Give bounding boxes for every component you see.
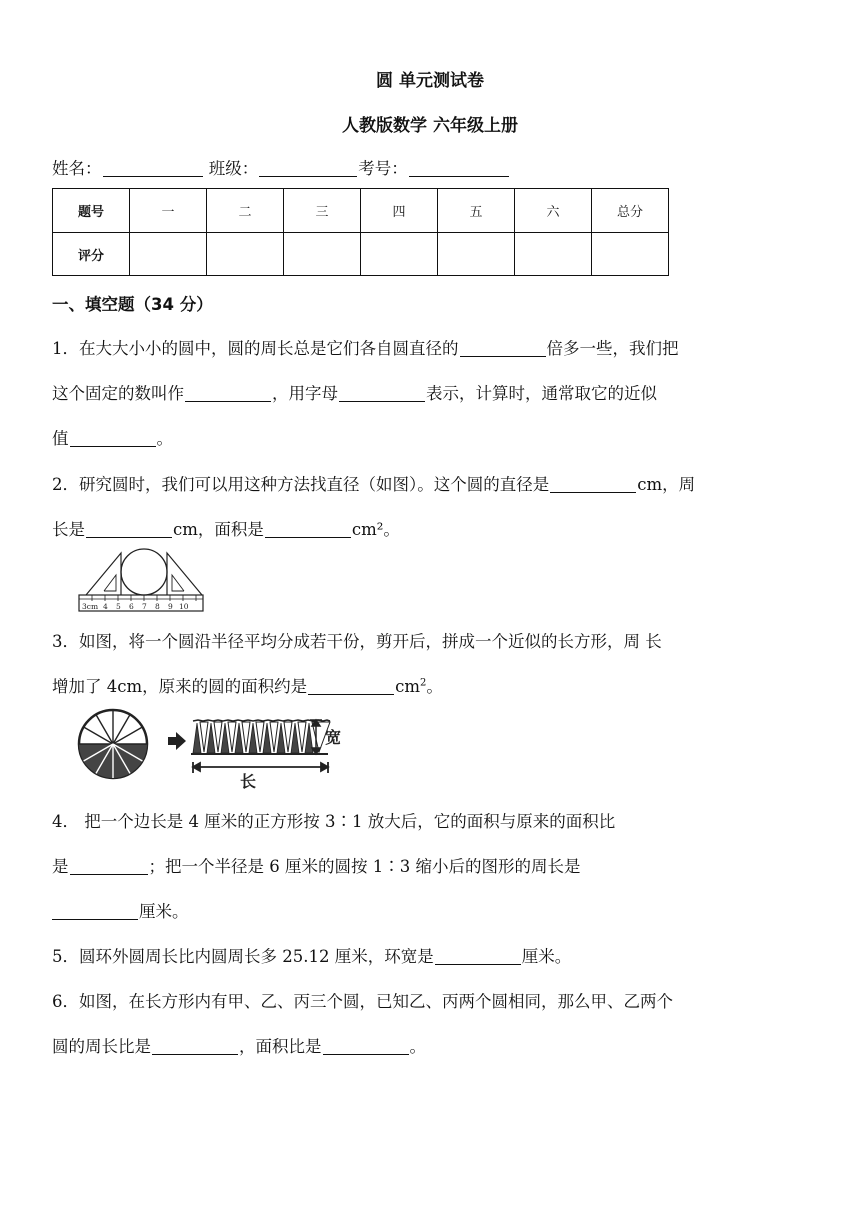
answer-blank[interactable] [70, 428, 156, 447]
page-subtitle: 人教版数学 六年级上册 [342, 116, 518, 136]
class-blank[interactable] [259, 158, 357, 177]
question-4-line-1: 4． 把一个边长是 4 厘米的正方形按 3∶1 放大后，它的面积与原来的面积比 [52, 812, 616, 831]
id-label: 考号： [358, 159, 408, 178]
question-1-line-2: 这个固定的数叫作 ，用字母 表示，计算时，通常取它的近似 [52, 384, 657, 403]
row-header-score: 评分 [53, 233, 130, 276]
sector-rectangle [191, 720, 330, 754]
student-info [52, 155, 510, 179]
column-5: 五 [438, 189, 515, 233]
ruler-label: 4 [103, 602, 108, 611]
width-dimension [310, 720, 322, 754]
answer-blank[interactable] [152, 1036, 238, 1055]
ruler-label: 9 [168, 602, 173, 611]
question-2-line-2: 长是 cm，面积是 cm²。 [52, 520, 400, 539]
answer-blank[interactable] [550, 474, 636, 493]
column-4: 四 [361, 189, 438, 233]
class-label: 班级： [208, 159, 259, 178]
width-label: 宽 [325, 728, 342, 747]
score-cell[interactable] [515, 233, 592, 276]
ruler-label: 7 [142, 602, 147, 611]
name-blank[interactable] [103, 158, 203, 177]
score-cell[interactable] [361, 233, 438, 276]
column-3: 三 [284, 189, 361, 233]
answer-blank[interactable] [308, 676, 394, 695]
length-dimension [193, 762, 328, 773]
score-cell[interactable] [438, 233, 515, 276]
answer-blank[interactable] [460, 338, 546, 357]
question-1-line-1: 1．在大大小小的圆中，圆的周长总是它们各自圆直径的 倍多一些，我们把 [52, 339, 679, 358]
score-table-header-row [53, 189, 669, 233]
question-3-line-1: 3．如图，将一个圆沿半径平均分成若干份，剪开后，拼成一个近似的长方形，周 长 [52, 632, 662, 651]
score-table [52, 188, 669, 276]
ruler-circle-figure [76, 545, 206, 615]
section-heading: 一、填空题（34 分） [52, 295, 213, 314]
circle-to-rectangle-figure [76, 707, 366, 789]
ruler-label: 3cm [82, 602, 99, 611]
page-title: 圆 单元测试卷 [376, 71, 484, 91]
answer-blank[interactable] [323, 1036, 409, 1055]
answer-blank[interactable] [185, 383, 271, 402]
name-label: 姓名： [52, 159, 102, 178]
question-6-line-2: 圆的周长比是 ，面积比是 。 [52, 1037, 426, 1056]
column-1: 一 [130, 189, 207, 233]
score-cell[interactable] [130, 233, 207, 276]
score-table-score-row [53, 233, 669, 276]
score-cell[interactable] [284, 233, 361, 276]
column-total: 总分 [592, 189, 669, 233]
answer-blank[interactable] [265, 519, 351, 538]
answer-blank[interactable] [70, 856, 148, 875]
question-1-line-3: 值 。 [52, 429, 173, 448]
divided-circle [79, 710, 147, 778]
ruler-label: 6 [129, 602, 134, 611]
ruler-label: 8 [155, 602, 160, 611]
score-cell[interactable] [207, 233, 284, 276]
score-cell[interactable] [592, 233, 669, 276]
column-2: 二 [207, 189, 284, 233]
answer-blank[interactable] [86, 519, 172, 538]
arrow-right-icon [168, 732, 186, 750]
answer-blank[interactable] [52, 901, 138, 920]
length-label: 长 [240, 772, 257, 789]
ruler-label: 5 [116, 602, 121, 611]
answer-blank[interactable] [435, 946, 521, 965]
question-4-line-3: 厘米。 [52, 898, 189, 922]
question-2-line-1: 2．研究圆时，我们可以用这种方法找直径（如图）。这个圆的直径是 cm，周 [52, 475, 696, 494]
ruler-label: 10 [179, 602, 189, 611]
question-5: 5．圆环外圆周长比内圆周长多 25.12 厘米，环宽是 厘米。 [52, 947, 572, 966]
id-blank[interactable] [409, 158, 509, 177]
row-header-number: 题号 [53, 189, 130, 233]
question-4-line-2: 是 ；把一个半径是 6 厘米的圆按 1∶3 缩小后的图形的周长是 [52, 857, 581, 876]
question-3-line-2: 增加了 4cm，原来的圆的面积约是 $cm^2$。 [52, 677, 443, 696]
question-6-line-1: 6．如图，在长方形内有甲、乙、丙三个圆，已知乙、丙两个圆相同，那么甲、乙两个 [52, 992, 673, 1011]
answer-blank[interactable] [339, 383, 425, 402]
column-6: 六 [515, 189, 592, 233]
